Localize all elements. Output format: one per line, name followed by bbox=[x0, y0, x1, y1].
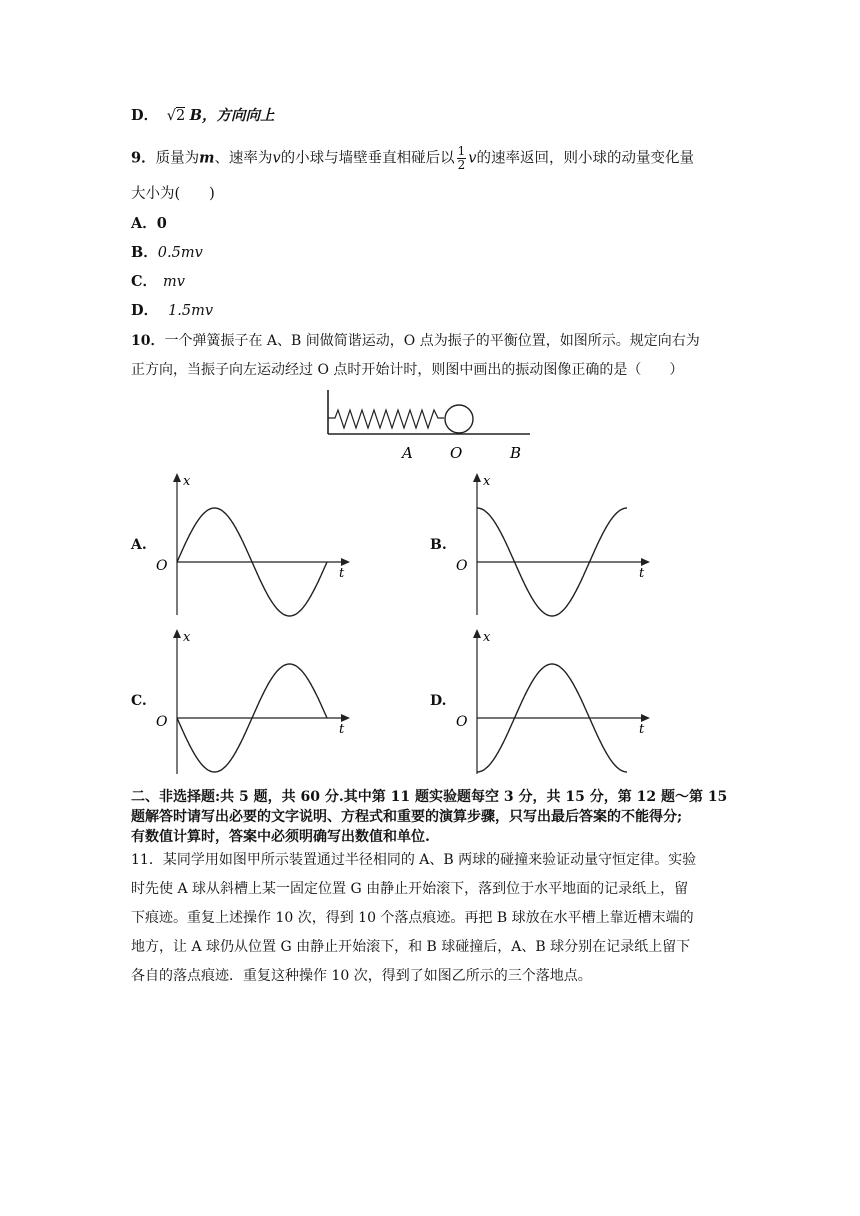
t-axis-label: t bbox=[639, 566, 645, 581]
x-axis-arrow bbox=[173, 473, 181, 482]
var-m: m bbox=[199, 149, 215, 167]
x-axis-label: x bbox=[183, 630, 191, 645]
q11-line2: 时先使 A 球从斜槽上某一固定位置 G 由静止开始滚下，落到位于水平地面的记录纸上，留 bbox=[131, 881, 689, 897]
graph-d[interactable] bbox=[450, 626, 660, 776]
graph-b-label: B. bbox=[430, 537, 447, 553]
option-text: 0.5mv bbox=[157, 245, 203, 261]
q11-line4: 地方，让 A 球仍从位置 G 由静止开始滚下，和 B 球碰撞后，A、B 球分别在记录纸上留下 bbox=[131, 939, 691, 955]
q9-stem bbox=[131, 145, 694, 172]
t-axis-arrow bbox=[341, 714, 350, 722]
option-text: 1.5mv bbox=[168, 303, 214, 319]
t-axis-label: t bbox=[639, 722, 645, 737]
fraction-numerator: 1 bbox=[457, 144, 466, 158]
fraction bbox=[457, 145, 467, 172]
q11-line1: 11．某同学用如图甲所示装置通过半径相同的 A、B 两球的碰撞来验证动量守恒定律。实验 bbox=[131, 852, 697, 868]
stem-text: 一个弹簧振子在 A、B 间做简谐运动，O 点为振子的平衡位置，如图所示。规定向右为 bbox=[164, 333, 700, 349]
var-v: v bbox=[468, 150, 477, 167]
q11-line5: 各自的落点痕迹．重复这种操作 10 次，得到了如图乙所示的三个落地点。 bbox=[131, 968, 592, 984]
spring-oscillator-figure bbox=[320, 388, 540, 466]
q9-stem-line2: 大小为( ) bbox=[131, 186, 215, 202]
stem-text: 质量为 bbox=[155, 150, 200, 167]
origin-label: O bbox=[456, 558, 468, 574]
x-axis-label: x bbox=[183, 474, 191, 489]
q9-option-c bbox=[131, 272, 185, 292]
x-axis-label: x bbox=[483, 630, 491, 645]
x-axis-arrow bbox=[173, 629, 181, 638]
label-b: B bbox=[510, 444, 522, 462]
label-a: A bbox=[402, 444, 413, 462]
var-v: v bbox=[272, 150, 281, 167]
question-number: 10． bbox=[131, 333, 165, 349]
q11-line3: 下痕迹。重复上述操作 10 次，得到 10 个落点痕迹。再把 B 球放在水平槽上靠近槽末端的 bbox=[131, 910, 694, 926]
x-axis-label: x bbox=[483, 474, 491, 489]
stem-text: 的速率返回，则小球的动量变化量 bbox=[476, 150, 694, 167]
q9-option-d bbox=[131, 301, 213, 321]
graph-c-label: C. bbox=[131, 693, 147, 709]
option-label: C． bbox=[131, 273, 158, 290]
section-2-line2: 题解答时请写出必要的文字说明、方程式和重要的演算步骤，只写出最后答案的不能得分; bbox=[131, 809, 683, 825]
t-axis-arrow bbox=[641, 714, 650, 722]
question-number: 9． bbox=[131, 149, 156, 167]
graph-a-label: A. bbox=[131, 537, 147, 553]
origin-label: O bbox=[456, 714, 468, 730]
section-2-line3: 有数值计算时，答案中必须明确写出数值和单位. bbox=[131, 829, 430, 845]
oscillator-ball bbox=[445, 405, 473, 433]
option-label: D． bbox=[131, 302, 159, 319]
label-o: O bbox=[450, 444, 463, 462]
section-2-line1: 二、非选择题:共 5 题，共 60 分.其中第 11 题实验题每空 3 分，共 15 分，第 12 题～第 15 bbox=[131, 789, 728, 805]
graph-b[interactable] bbox=[450, 470, 660, 620]
q10-stem-line1 bbox=[131, 331, 700, 351]
t-axis-arrow bbox=[641, 558, 650, 566]
x-axis-arrow bbox=[473, 629, 481, 638]
t-axis-arrow bbox=[341, 558, 350, 566]
option-text: 0 bbox=[156, 215, 167, 232]
stem-text: 、速率为 bbox=[214, 150, 273, 167]
x-axis-arrow bbox=[473, 473, 481, 482]
option-text: mv bbox=[163, 274, 185, 290]
option-label: D． bbox=[131, 107, 159, 124]
origin-label: O bbox=[156, 558, 168, 574]
option-label: B． bbox=[131, 244, 158, 261]
q8-option-d bbox=[131, 106, 275, 126]
q10-stem-line2: 正方向，当振子向左运动经过 O 点时开始计时，则图中画出的振动图像正确的是（ ） bbox=[131, 362, 684, 378]
fraction-denominator: 2 bbox=[457, 158, 466, 172]
spring bbox=[328, 410, 444, 428]
origin-label: O bbox=[156, 714, 168, 730]
q9-option-a bbox=[131, 214, 167, 234]
option-label: A． bbox=[131, 215, 157, 232]
graph-c[interactable] bbox=[150, 626, 360, 776]
option-text: B，方向向上 bbox=[189, 107, 275, 124]
q9-option-b bbox=[131, 243, 203, 263]
t-axis-label: t bbox=[339, 722, 345, 737]
graph-d-label: D. bbox=[430, 693, 447, 709]
stem-text: 的小球与墙壁垂直相碰后以 bbox=[280, 150, 455, 167]
sqrt-symbol: √ bbox=[166, 108, 176, 124]
graph-a[interactable] bbox=[150, 470, 360, 620]
t-axis-label: t bbox=[339, 566, 345, 581]
sqrt-number: 2 bbox=[175, 108, 186, 124]
